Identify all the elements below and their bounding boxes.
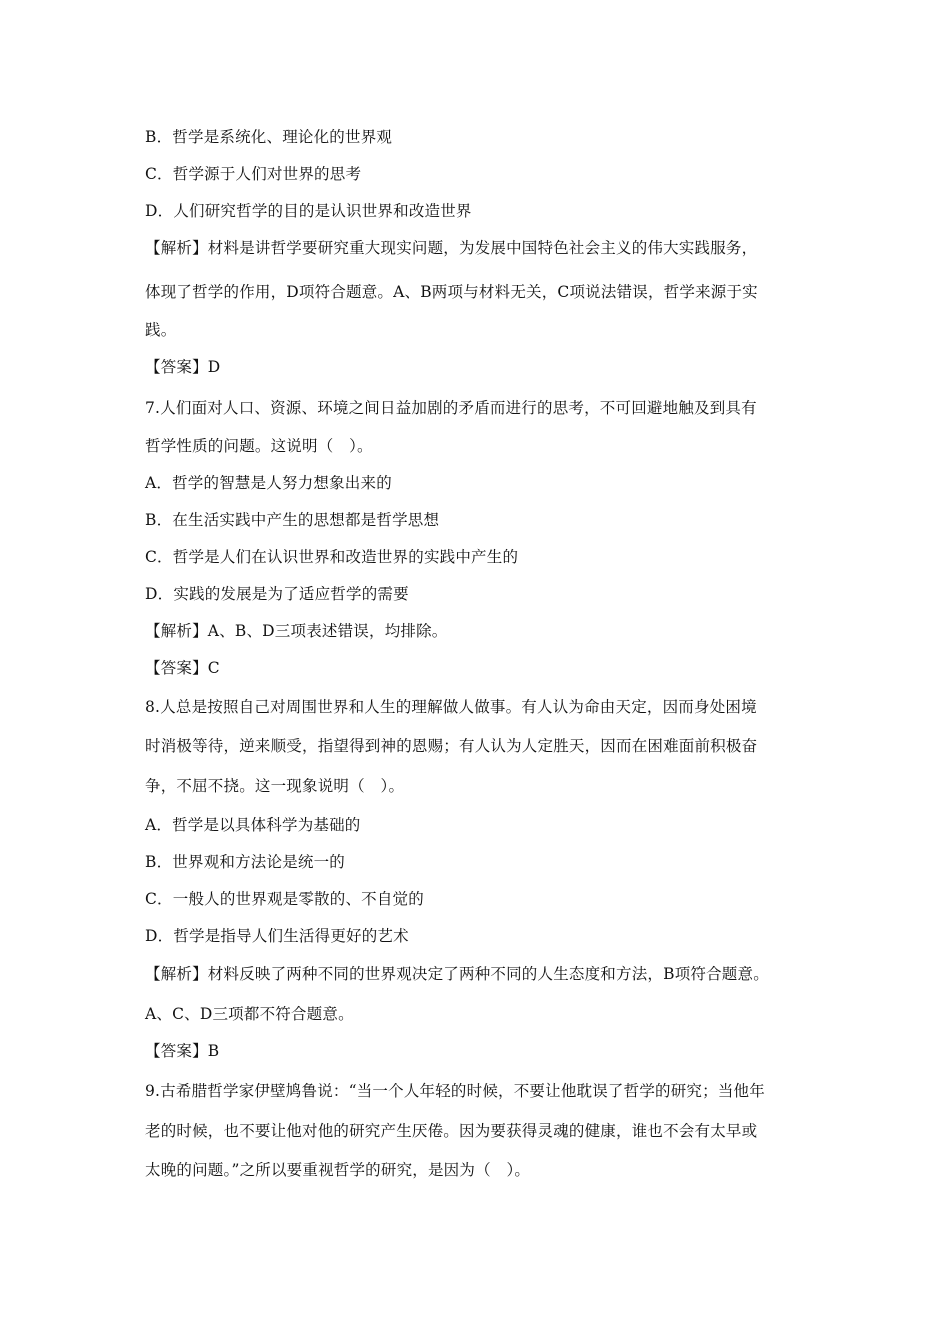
option-d: D．实践的发展是为了适应哲学的需要: [145, 585, 409, 603]
answer-line: 【答案】C: [145, 659, 220, 677]
option-a: A．哲学的智慧是人努力想象出来的: [145, 474, 392, 492]
option-a: A．哲学是以具体科学为基础的: [145, 816, 361, 834]
analysis-line: 【解析】A、B、D三项表述错误，均排除。: [145, 622, 448, 640]
option-d: D．哲学是指导人们生活得更好的艺术: [145, 927, 409, 945]
question-9-line: 老的时候，也不要让他对他的研究产生厌倦。因为要获得灵魂的健康，谁也不会有太早或: [145, 1122, 758, 1140]
answer-line: 【答案】B: [145, 1042, 220, 1060]
question-9-line: 太晚的问题。”之所以要重视哲学的研究，是因为（ ）。: [145, 1161, 531, 1179]
question-7-line: 哲学性质的问题。这说明（ ）。: [145, 437, 373, 455]
question-8-line: 争，不屈不挠。这一现象说明（ ）。: [145, 777, 405, 795]
analysis-line: 【解析】材料反映了两种不同的世界观决定了两种不同的人生态度和方法，B项符合题意。: [145, 965, 769, 983]
question-7-line: 7.人们面对人口、资源、环境之间日益加剧的矛盾而进行的思考，不可回避地触及到具有: [145, 399, 757, 417]
question-9-line: 9.古希腊哲学家伊壁鸠鲁说：“当一个人年轻的时候，不要让他耽误了哲学的研究；当他年: [145, 1082, 765, 1100]
answer-line: 【答案】D: [145, 358, 221, 376]
analysis-line: 体现了哲学的作用，D项符合题意。A、B两项与材料无关，C项说法错误，哲学来源于实: [145, 283, 758, 301]
analysis-line: 践。: [145, 321, 177, 339]
analysis-line: A、C、D三项都不符合题意。: [145, 1005, 354, 1023]
question-8-line: 8.人总是按照自己对周围世界和人生的理解做人做事。有人认为命由天定，因而身处困境: [145, 698, 757, 716]
option-b: B．世界观和方法论是统一的: [145, 853, 345, 871]
option-b: B．哲学是系统化、理论化的世界观: [145, 128, 393, 146]
option-c: C．哲学源于人们对世界的思考: [145, 165, 362, 183]
question-8-line: 时消极等待，逆来顺受，指望得到神的恩赐；有人认为人定胜天，因而在困难面前积极奋: [145, 737, 758, 755]
analysis-line: 【解析】材料是讲哲学要研究重大现实问题，为发展中国特色社会主义的伟大实践服务，: [145, 239, 758, 257]
option-c: C．一般人的世界观是零散的、不自觉的: [145, 890, 424, 908]
option-d: D．人们研究哲学的目的是认识世界和改造世界: [145, 202, 472, 220]
option-c: C．哲学是人们在认识世界和改造世界的实践中产生的: [145, 548, 519, 566]
option-b: B．在生活实践中产生的思想都是哲学思想: [145, 511, 440, 529]
